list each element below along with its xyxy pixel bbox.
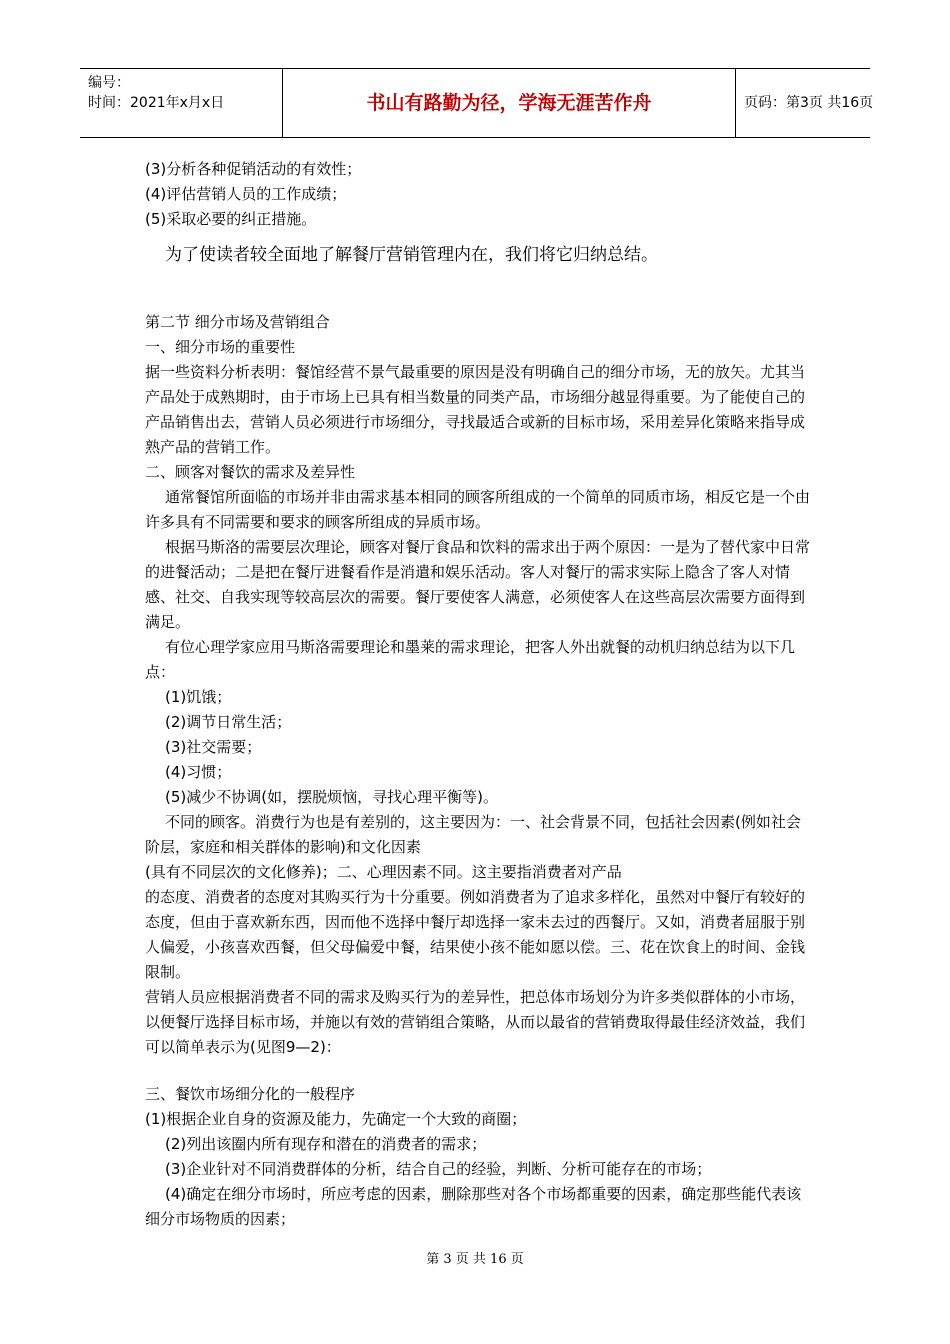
paragraph: 不同的顾客。消费行为也是有差别的，这主要因为：一、社会背景不同，包括社会因素(例如社会阶层，家庭和相关群体的影响)和文化因素 (145, 813, 801, 856)
document-body (145, 157, 810, 1232)
summary-paragraph: 为了使读者较全面地了解餐厅营销管理内在，我们将它归纳总结。 (165, 245, 658, 265)
header-page-info: 页码：第3页 共16页 (744, 95, 874, 111)
number-label: 编号： (88, 75, 130, 91)
list-item: (4)习惯； (165, 763, 232, 781)
paragraph: 有位心理学家应用马斯洛需要理论和墨莱的需求理论，把客人外出就餐的动机归纳总结为以下几点： (145, 638, 796, 681)
section-title: 第二节 细分市场及营销组合 (145, 313, 330, 331)
heading: 一、细分市场的重要性 (145, 338, 296, 356)
list-item: (1)根据企业自身的资源及能力，先确定一个大致的商圈； (145, 1110, 527, 1128)
paragraph: 通常餐馆所面临的市场并非由需求基本相同的顾客所组成的一个简单的同质市场，相反它是一个由许多具有不同需要和要求的顾客所组成的异质市场。 (145, 488, 811, 531)
header-motto: 书山有路勤为径，学海无涯苦作舟 (282, 69, 736, 137)
list-item: (5)采取必要的纠正措施。 (145, 210, 317, 228)
paragraph: (具有不同层次的文化修养)；二、心理因素不同。这主要指消费者对产品 (145, 863, 622, 881)
list-item: (4)确定在细分市场时，所应考虑的因素，删除那些对各个市场都重要的因素，确定那些能代表该细分市场物质的因素； (145, 1185, 802, 1228)
list-item: (3)分析各种促销活动的有效性； (145, 160, 362, 178)
list-item: (2)调节日常生活； (165, 713, 292, 731)
heading: 二、顾客对餐饮的需求及差异性 (145, 463, 356, 481)
paragraph: 营销人员应根据消费者不同的需求及购买行为的差异性，把总体市场划分为许多类似群体的小市场，以便餐厅选择目标市场，并施以有效的营销组合策略，从而以最省的营销费取得最佳经济效益，我们可以简单表示为(见图9—2)： (145, 988, 806, 1056)
list-item: (5)减少不协调(如，摆脱烦恼，寻找心理平衡等)。 (165, 788, 498, 806)
list-item: (2)列出该圈内所有现存和潜在的消费者的需求； (165, 1135, 487, 1153)
paragraph: 据一些资料分析表明：餐馆经营不景气最重要的原因是没有明确自己的细分市场，无的放矢。尤其当产品处于成熟期时，由于市场上已具有相当数量的同类产品，市场细分越显得重要。为了能使自己的产品销售出去，营销人员必须进行市场细分，寻找最适合或新的目标市场，采用差异化策略来指导成熟产品的营销工作。 (145, 363, 806, 456)
list-item: (3)社交需要； (165, 738, 262, 756)
paragraph: 根据马斯洛的需要层次理论，顾客对餐厅食品和饮料的需求出于两个原因：一是为了替代家中日常的进餐活动；二是把在餐厅进餐看作是消遣和娱乐活动。客人对餐厅的需求实际上隐含了客人对情感、社交、自我实现等较高层次的需要。餐厅要使客人满意，必须使客人在这些高层次需要方面得到满足。 (145, 538, 811, 631)
list-item: (4)评估营销人员的工作成绩； (145, 185, 347, 203)
header-meta (80, 69, 280, 137)
date-label: 时间：2021年x月x日 (88, 95, 225, 111)
page-header (80, 68, 874, 138)
list-item: (3)企业针对不同消费群体的分析，结合自己的经验，判断、分析可能存在的市场； (165, 1160, 712, 1178)
list-item: (1)饥饿； (165, 688, 232, 706)
paragraph: 的态度、消费者的态度对其购买行为十分重要。例如消费者为了追求多样化，虽然对中餐厅有较好的态度，但由于喜欢新东西，因而他不选择中餐厅却选择一家未去过的西餐厅。又如，消费者屈服于别人偏爱，小孩喜欢西餐，但父母偏爱中餐，结果使小孩不能如愿以偿。三、花在饮食上的时间、金钱限制。 (145, 888, 806, 981)
heading: 三、餐饮市场细分化的一般程序 (145, 1085, 356, 1103)
page-footer: 第 3 页 共 16 页 (426, 1252, 524, 1267)
